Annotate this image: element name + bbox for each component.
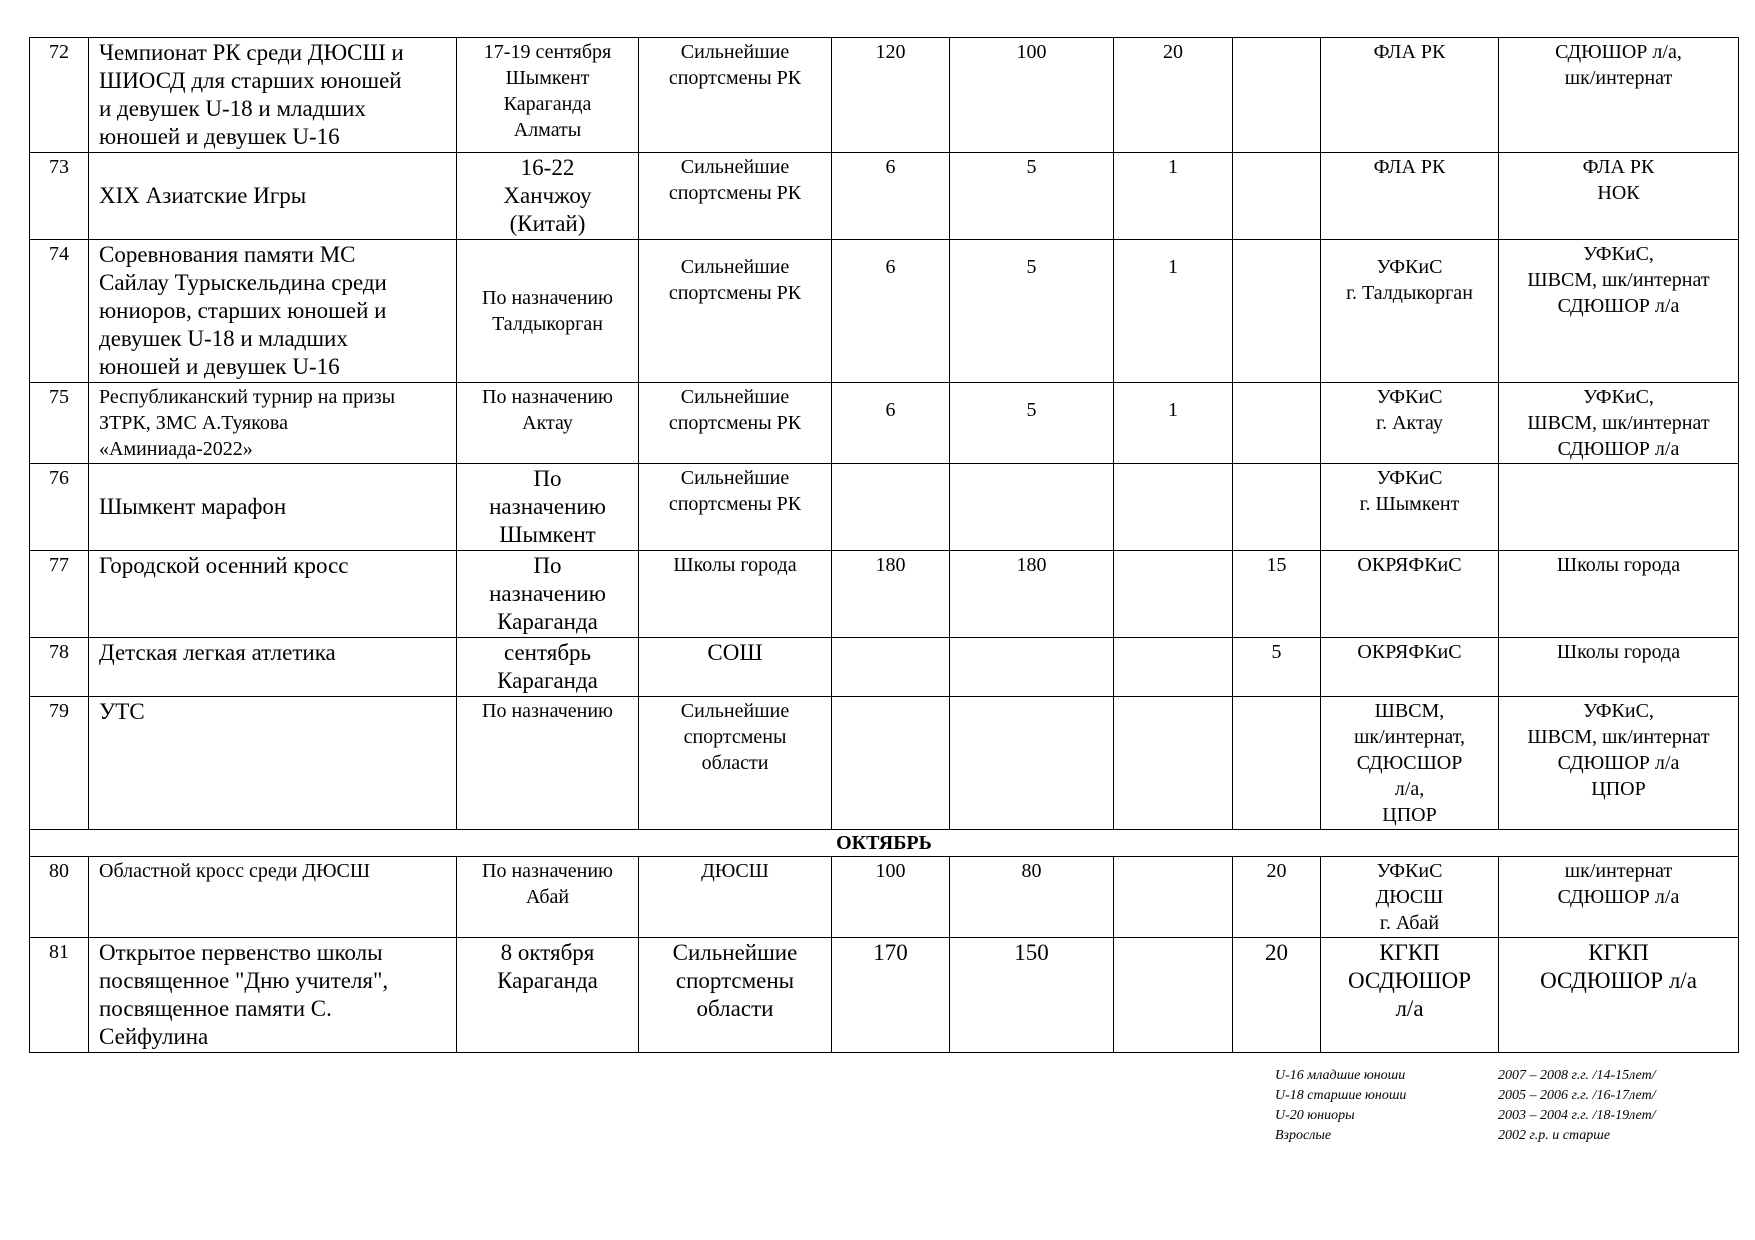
participants-line: спортсмены bbox=[683, 726, 787, 748]
table-row bbox=[30, 638, 1739, 697]
organizer-line: УФКиС bbox=[1376, 256, 1443, 278]
event-date-place-line: Караганда bbox=[497, 968, 598, 993]
table-row bbox=[30, 938, 1739, 1053]
coaches-count: 20 bbox=[1114, 38, 1233, 153]
total-count: 180 bbox=[832, 551, 950, 638]
event-date-place bbox=[457, 383, 639, 464]
row-number: 73 bbox=[30, 153, 89, 240]
event-name-line: УТС bbox=[99, 699, 145, 724]
participants-line: спортсмены РК bbox=[668, 67, 802, 89]
event-name-line: посвященное "Дню учителя", bbox=[99, 968, 389, 993]
participants bbox=[639, 638, 832, 697]
funding-line: УФКиС, bbox=[1583, 243, 1654, 265]
coaches-count: 1 bbox=[1114, 240, 1233, 383]
event-name-line: XIX Азиатские Игры bbox=[99, 183, 307, 208]
participants bbox=[639, 697, 832, 830]
event-date-place-line: По bbox=[533, 466, 562, 491]
organizer-line: ФЛА РК bbox=[1373, 41, 1446, 63]
event-date-place-line: Караганда bbox=[497, 668, 598, 693]
funding bbox=[1499, 551, 1739, 638]
event-name-line: юниоров, старших юношей и bbox=[99, 298, 387, 323]
age-groups-legend bbox=[1275, 1066, 1718, 1146]
organizer-line: ОСДЮШОР bbox=[1347, 968, 1472, 993]
event-name bbox=[89, 464, 457, 551]
legend-row bbox=[1275, 1126, 1718, 1146]
participants bbox=[639, 551, 832, 638]
funding bbox=[1499, 240, 1739, 383]
row-number: 72 bbox=[30, 38, 89, 153]
event-date-place bbox=[457, 697, 639, 830]
organizer-line: ОКРЯФКиС bbox=[1357, 641, 1462, 663]
participants-line: Школы города bbox=[673, 554, 797, 576]
athletes-count bbox=[950, 697, 1114, 830]
event-name bbox=[89, 551, 457, 638]
athletes-count: 150 bbox=[950, 938, 1114, 1053]
event-date-place bbox=[457, 153, 639, 240]
organizer-line: ЦПОР bbox=[1382, 804, 1437, 826]
athletes-count bbox=[950, 464, 1114, 551]
athletes-count: 100 bbox=[950, 38, 1114, 153]
organizer-line: г. Абай bbox=[1379, 912, 1440, 934]
athletes-count: 5 bbox=[950, 383, 1114, 464]
participants-line: спортсмены bbox=[675, 968, 795, 993]
event-date-place-line: По назначению bbox=[482, 860, 613, 882]
table-row bbox=[30, 240, 1739, 383]
judges-count bbox=[1233, 383, 1321, 464]
organizer bbox=[1321, 464, 1499, 551]
athletes-count: 5 bbox=[950, 240, 1114, 383]
event-date-place bbox=[457, 464, 639, 551]
coaches-count bbox=[1114, 697, 1233, 830]
coaches-count bbox=[1114, 464, 1233, 551]
organizer-line: г. Актау bbox=[1376, 412, 1443, 434]
organizer bbox=[1321, 638, 1499, 697]
table-row bbox=[30, 697, 1739, 830]
event-name-line: ЗТРК, ЗМС А.Туякова bbox=[99, 412, 288, 434]
funding bbox=[1499, 383, 1739, 464]
schedule-body-october bbox=[30, 857, 1739, 1053]
event-date-place-line: 17-19 сентября bbox=[483, 41, 612, 63]
coaches-count bbox=[1114, 857, 1233, 938]
judges-count bbox=[1233, 38, 1321, 153]
event-date-place-line: Алматы bbox=[513, 119, 582, 141]
organizer-line: ДЮСШ bbox=[1375, 886, 1444, 908]
event-date-place bbox=[457, 38, 639, 153]
total-count bbox=[832, 697, 950, 830]
legend-years: 2003 – 2004 г.г. /18-19лет/ bbox=[1498, 1108, 1656, 1123]
event-name-line: Областной кросс среди ДЮСШ bbox=[99, 860, 371, 882]
table-row bbox=[30, 857, 1739, 938]
judges-count: 20 bbox=[1233, 938, 1321, 1053]
participants bbox=[639, 240, 832, 383]
event-date-place-line: Ханчжоу bbox=[503, 183, 592, 208]
organizer-line: л/а bbox=[1395, 996, 1424, 1021]
funding bbox=[1499, 153, 1739, 240]
event-name-line: Чемпионат РК среди ДЮСШ и bbox=[99, 40, 404, 65]
event-name-line: ШИОСД для старших юношей bbox=[99, 68, 402, 93]
event-date-place-line: Талдыкорган bbox=[492, 313, 603, 335]
event-date-place-line: Караганда bbox=[503, 93, 592, 115]
event-name bbox=[89, 938, 457, 1053]
coaches-count bbox=[1114, 638, 1233, 697]
funding bbox=[1499, 464, 1739, 551]
organizer bbox=[1321, 857, 1499, 938]
event-name bbox=[89, 240, 457, 383]
judges-count: 20 bbox=[1233, 857, 1321, 938]
participants-line: СОШ bbox=[707, 640, 763, 665]
total-count: 6 bbox=[832, 240, 950, 383]
funding-line: УФКиС, bbox=[1583, 700, 1654, 722]
event-name-line: Соревнования памяти МС bbox=[99, 242, 356, 267]
organizer bbox=[1321, 383, 1499, 464]
judges-count bbox=[1233, 464, 1321, 551]
funding-line: ШВСМ, шк/интернат bbox=[1527, 412, 1710, 434]
funding-line: СДЮШОР л/а, bbox=[1555, 41, 1682, 63]
event-name-line: юношей и девушек U-16 bbox=[99, 124, 340, 149]
athletes-count bbox=[950, 638, 1114, 697]
event-name-line: Открытое первенство школы bbox=[99, 940, 383, 965]
total-count: 120 bbox=[832, 38, 950, 153]
participants-line: Сильнейшие bbox=[680, 156, 790, 178]
table-row bbox=[30, 464, 1739, 551]
event-name-line: Городской осенний кросс bbox=[99, 553, 349, 578]
total-count bbox=[832, 464, 950, 551]
judges-count bbox=[1233, 153, 1321, 240]
event-date-place-line: Актау bbox=[522, 412, 573, 434]
funding bbox=[1499, 938, 1739, 1053]
row-number: 80 bbox=[30, 857, 89, 938]
participants-line: Сильнейшие bbox=[680, 256, 790, 278]
participants bbox=[639, 938, 832, 1053]
total-count bbox=[832, 638, 950, 697]
participants-line: области bbox=[696, 996, 774, 1021]
funding-line: КГКП bbox=[1588, 940, 1649, 965]
participants-line: спортсмены РК bbox=[668, 282, 802, 304]
participants-line: Сильнейшие bbox=[680, 700, 790, 722]
event-name-line: «Аминиада-2022» bbox=[99, 438, 253, 460]
funding bbox=[1499, 857, 1739, 938]
funding-line: Школы города bbox=[1556, 554, 1681, 576]
legend-group: U-16 младшие юноши bbox=[1275, 1068, 1406, 1083]
table-row bbox=[30, 153, 1739, 240]
participants bbox=[639, 383, 832, 464]
row-number: 75 bbox=[30, 383, 89, 464]
event-date-place-line: Шымкент bbox=[505, 67, 590, 89]
funding bbox=[1499, 38, 1739, 153]
participants-line: Сильнейшие bbox=[680, 386, 790, 408]
participants-line: Сильнейшие bbox=[680, 467, 790, 489]
legend-group: U-18 старшие юноши bbox=[1275, 1088, 1407, 1103]
total-count: 170 bbox=[832, 938, 950, 1053]
event-name bbox=[89, 857, 457, 938]
total-count: 6 bbox=[832, 153, 950, 240]
funding-line: ОСДЮШОР л/а bbox=[1540, 968, 1697, 993]
schedule-body-month bbox=[30, 830, 1739, 857]
table-row bbox=[30, 551, 1739, 638]
organizer bbox=[1321, 240, 1499, 383]
row-number: 76 bbox=[30, 464, 89, 551]
event-name bbox=[89, 38, 457, 153]
organizer-line: ОКРЯФКиС bbox=[1357, 554, 1462, 576]
participants bbox=[639, 464, 832, 551]
organizer-line: КГКП bbox=[1379, 940, 1440, 965]
athletes-count: 80 bbox=[950, 857, 1114, 938]
participants-line: ДЮСШ bbox=[701, 860, 769, 882]
participants bbox=[639, 38, 832, 153]
judges-count: 5 bbox=[1233, 638, 1321, 697]
table-row bbox=[30, 383, 1739, 464]
organizer bbox=[1321, 153, 1499, 240]
event-date-place bbox=[457, 240, 639, 383]
organizer-line: ФЛА РК bbox=[1373, 156, 1446, 178]
funding-line: СДЮШОР л/а bbox=[1557, 886, 1680, 908]
funding-line: шк/интернат bbox=[1564, 860, 1673, 882]
event-date-place bbox=[457, 938, 639, 1053]
legend-years: 2005 – 2006 г.г. /16-17лет/ bbox=[1498, 1088, 1656, 1103]
legend-row bbox=[1275, 1066, 1718, 1086]
event-name-line: девушек U-18 и младших bbox=[99, 326, 348, 351]
event-name-line: и девушек U-18 и младших bbox=[99, 96, 366, 121]
coaches-count bbox=[1114, 938, 1233, 1053]
event-date-place-line: 16-22 bbox=[520, 155, 575, 180]
funding-line: СДЮШОР л/а bbox=[1557, 752, 1680, 774]
organizer-line: шк/интернат, bbox=[1354, 726, 1465, 748]
funding bbox=[1499, 638, 1739, 697]
event-date-place-line: сентябрь bbox=[503, 640, 592, 665]
participants bbox=[639, 857, 832, 938]
organizer-line: УФКиС bbox=[1376, 860, 1443, 882]
legend-group: U-20 юниоры bbox=[1275, 1108, 1355, 1123]
event-name-line: посвященное памяти С. bbox=[99, 996, 332, 1021]
event-date-place-line: По назначению bbox=[482, 287, 613, 309]
event-name bbox=[89, 638, 457, 697]
participants-line: Сильнейшие bbox=[680, 41, 790, 63]
participants-line: области bbox=[701, 752, 769, 774]
event-date-place bbox=[457, 551, 639, 638]
row-number: 77 bbox=[30, 551, 89, 638]
legend-row bbox=[1275, 1106, 1718, 1126]
event-date-place-line: Караганда bbox=[497, 609, 598, 634]
event-name-line: Сейфулина bbox=[99, 1024, 209, 1049]
judges-count bbox=[1233, 697, 1321, 830]
event-date-place-line: Шымкент bbox=[499, 522, 596, 547]
row-number: 79 bbox=[30, 697, 89, 830]
organizer-line: ШВСМ, bbox=[1374, 700, 1445, 722]
total-count: 100 bbox=[832, 857, 950, 938]
organizer-line: УФКиС bbox=[1376, 386, 1443, 408]
funding-line: НОК bbox=[1597, 182, 1640, 204]
organizer bbox=[1321, 551, 1499, 638]
legend-group: Взрослые bbox=[1275, 1128, 1332, 1143]
judges-count: 15 bbox=[1233, 551, 1321, 638]
event-name bbox=[89, 383, 457, 464]
event-name-line: Шымкент марафон bbox=[99, 494, 287, 519]
event-date-place-line: По назначению bbox=[482, 700, 613, 722]
funding-line: СДЮШОР л/а bbox=[1557, 438, 1680, 460]
event-date-place-line: По bbox=[533, 553, 562, 578]
coaches-count bbox=[1114, 551, 1233, 638]
coaches-count: 1 bbox=[1114, 383, 1233, 464]
table-row bbox=[30, 38, 1739, 153]
event-date-place-line: 8 октября bbox=[500, 940, 595, 965]
event-date-place bbox=[457, 638, 639, 697]
organizer-line: г. Шымкент bbox=[1359, 493, 1460, 515]
funding-line: шк/интернат bbox=[1564, 67, 1673, 89]
judges-count bbox=[1233, 240, 1321, 383]
event-name-line: юношей и девушек U-16 bbox=[99, 354, 340, 379]
coaches-count: 1 bbox=[1114, 153, 1233, 240]
organizer bbox=[1321, 938, 1499, 1053]
participants-line: спортсмены РК bbox=[668, 493, 802, 515]
event-date-place bbox=[457, 857, 639, 938]
legend-years: 2007 – 2008 г.г. /14-15лет/ bbox=[1498, 1068, 1656, 1083]
row-number: 78 bbox=[30, 638, 89, 697]
organizer-line: л/а, bbox=[1394, 778, 1425, 800]
funding-line: ШВСМ, шк/интернат bbox=[1527, 269, 1710, 291]
funding-line: ЦПОР bbox=[1591, 778, 1646, 800]
organizer-line: г. Талдыкорган bbox=[1346, 282, 1473, 304]
row-number: 81 bbox=[30, 938, 89, 1053]
schedule-body-september bbox=[30, 38, 1739, 830]
funding-line: Школы города bbox=[1556, 641, 1681, 663]
funding-line: ФЛА РК bbox=[1582, 156, 1655, 178]
event-name-line: Республиканский турнир на призы bbox=[99, 386, 396, 408]
funding-line: ШВСМ, шк/интернат bbox=[1527, 726, 1710, 748]
event-date-place-line: Абай bbox=[525, 886, 570, 908]
athletes-count: 180 bbox=[950, 551, 1114, 638]
participants-line: спортсмены РК bbox=[668, 412, 802, 434]
legend-row bbox=[1275, 1086, 1718, 1106]
month-header-row bbox=[30, 830, 1739, 857]
event-date-place-line: (Китай) bbox=[509, 211, 586, 236]
organizer bbox=[1321, 697, 1499, 830]
total-count: 6 bbox=[832, 383, 950, 464]
participants bbox=[639, 153, 832, 240]
participants-line: Сильнейшие bbox=[672, 940, 798, 965]
funding-line: УФКиС, bbox=[1583, 386, 1654, 408]
event-name bbox=[89, 697, 457, 830]
participants-line: спортсмены РК bbox=[668, 182, 802, 204]
month-title: ОКТЯБРЬ bbox=[30, 830, 1739, 857]
organizer-line: СДЮСШОР bbox=[1356, 752, 1463, 774]
organizer-line: УФКиС bbox=[1376, 467, 1443, 489]
funding-line: СДЮШОР л/а bbox=[1557, 295, 1680, 317]
funding bbox=[1499, 697, 1739, 830]
event-name bbox=[89, 153, 457, 240]
athletes-count: 5 bbox=[950, 153, 1114, 240]
legend-years: 2002 г.р. и старше bbox=[1498, 1128, 1611, 1143]
event-name-line: Сайлау Турыскельдина среди bbox=[99, 270, 387, 295]
event-name-line: Детская легкая атлетика bbox=[99, 640, 336, 665]
schedule-table bbox=[29, 37, 1739, 1053]
organizer bbox=[1321, 38, 1499, 153]
event-date-place-line: По назначению bbox=[482, 386, 613, 408]
event-date-place-line: назначению bbox=[489, 494, 606, 519]
event-date-place-line: назначению bbox=[489, 581, 606, 606]
row-number: 74 bbox=[30, 240, 89, 383]
